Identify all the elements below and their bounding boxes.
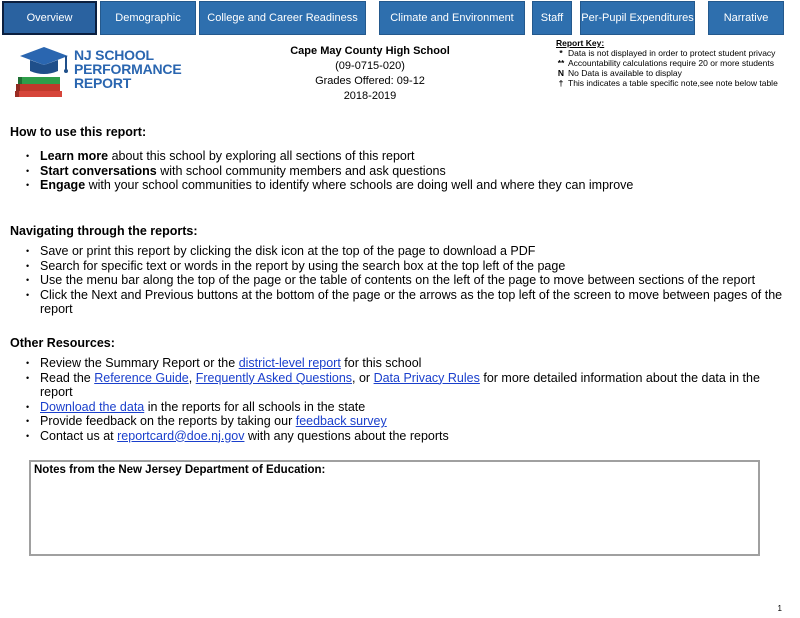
tab-label: Staff bbox=[540, 12, 564, 24]
data-privacy-rules-link[interactable]: Data Privacy Rules bbox=[373, 370, 480, 385]
how-to-use-list bbox=[26, 149, 786, 193]
report-key-item: * Data is not displayed in order to protect student privacy bbox=[559, 48, 776, 58]
list-item: • Provide feedback on the reports by taking our feedback survey bbox=[26, 414, 387, 428]
list-item: • Contact us at reportcard@doe.nj.gov with any questions about the reports bbox=[26, 428, 449, 443]
navigating-heading: Navigating through the reports: bbox=[10, 224, 198, 238]
report-key-title: Report Key: bbox=[556, 38, 605, 48]
list-item: • Review the Summary Report or the district-level report for this school bbox=[26, 356, 422, 370]
tab-per-pupil-expenditures[interactable] bbox=[580, 1, 695, 35]
school-code: (09-0715-020) bbox=[335, 60, 405, 72]
page-number: 1 bbox=[777, 604, 782, 613]
reference-guide-link[interactable]: Reference Guide bbox=[94, 370, 189, 385]
list-item: • Click the Next and Previous buttons at the bottom of the page or the arrows as the top left of the screen to move between pages of the report bbox=[26, 287, 783, 316]
school-year: 2018-2019 bbox=[343, 90, 397, 102]
logo-wordmark: NJ SCHOOL PERFORMANCE REPORT bbox=[74, 47, 182, 91]
other-resources-heading: Other Resources: bbox=[10, 336, 115, 350]
tab-staff[interactable] bbox=[532, 1, 572, 35]
contact-email-link[interactable]: reportcard@doe.nj.gov bbox=[117, 428, 245, 443]
tab-label: Narrative bbox=[723, 12, 769, 24]
district-level-report-link[interactable]: district-level report bbox=[238, 356, 341, 370]
download-data-link[interactable]: Download the data bbox=[40, 399, 145, 414]
top-nav bbox=[0, 0, 800, 36]
report-key-item: ** Accountability calculations require 20 or more students bbox=[557, 58, 774, 68]
list-item: • Start conversations with school community members and ask questions bbox=[26, 163, 446, 178]
list-item: • Read the Reference Guide, Frequently Asked Questions, or Data Privacy Rules for more detailed information about the data in the report bbox=[26, 370, 760, 399]
faq-link[interactable]: Frequently Asked Questions bbox=[195, 370, 353, 385]
tab-label: Overview bbox=[26, 12, 73, 24]
tab-college-career-readiness[interactable] bbox=[199, 1, 366, 35]
graduation-cap-books-icon bbox=[12, 40, 74, 100]
school-info bbox=[270, 44, 470, 104]
navigating-list bbox=[26, 244, 786, 317]
list-item: • Search for specific text or words in the report by using the search box at the top left of the page bbox=[26, 258, 566, 273]
grades-offered: Grades Offered: 09-12 bbox=[315, 75, 425, 87]
school-name: Cape May County High School bbox=[290, 45, 450, 57]
tab-label: Per-Pupil Expenditures bbox=[581, 12, 694, 24]
notes-box bbox=[29, 460, 760, 556]
tab-label: Climate and Environment bbox=[390, 12, 514, 24]
list-item: • Save or print this report by clicking the disk icon at the top of the page to download a PDF bbox=[26, 244, 536, 258]
tab-narrative[interactable] bbox=[708, 1, 784, 35]
nj-school-performance-report-logo bbox=[12, 40, 184, 102]
notes-title: Notes from the New Jersey Department of Education: bbox=[34, 464, 326, 476]
tab-demographic[interactable] bbox=[100, 1, 196, 35]
list-item: • Use the menu bar along the top of the page or the table of contents on the left of the page to move between sections of the report bbox=[26, 273, 756, 287]
feedback-survey-link[interactable]: feedback survey bbox=[295, 414, 387, 428]
how-to-use-heading: How to use this report: bbox=[10, 125, 147, 139]
report-key-item: N No Data is available to display bbox=[557, 68, 682, 78]
list-item: • Engage with your school communities to identify where schools are doing well and where they can improve bbox=[26, 178, 634, 192]
list-item: • Download the data in the reports for all schools in the state bbox=[26, 399, 366, 414]
other-resources-list bbox=[26, 356, 786, 443]
tab-climate-environment[interactable] bbox=[379, 1, 525, 35]
tab-label: Demographic bbox=[115, 12, 181, 24]
report-key bbox=[556, 38, 796, 88]
list-item: • Learn more about this school by exploring all sections of this report bbox=[26, 149, 415, 163]
tab-label: College and Career Readiness bbox=[207, 12, 358, 24]
tab-overview[interactable] bbox=[2, 1, 97, 35]
report-key-item: † This indicates a table specific note,see note below table bbox=[558, 78, 778, 88]
